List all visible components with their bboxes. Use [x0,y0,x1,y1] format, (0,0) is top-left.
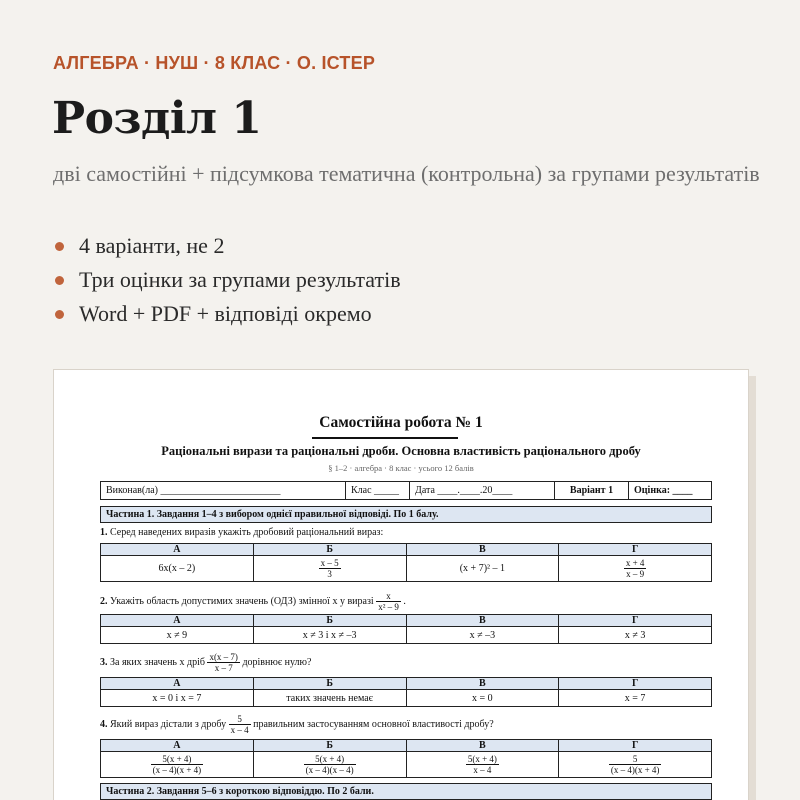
fraction-numerator: 5 [229,714,251,725]
question-number: 2. [100,595,108,607]
part2-header: Частина 2. Завдання 5–6 з короткою відповіддю. По 2 бали. [100,783,712,800]
fraction-denominator: x – 7 [214,663,233,673]
option-a [101,752,254,778]
option-a: x ≠ 9 [101,627,254,644]
option-c: x ≠ –3 [406,627,559,644]
option-letter: Г [559,615,712,627]
fraction-numerator: 5 [609,754,662,765]
question-4 [100,714,494,735]
fraction-denominator: (x – 4)(x + 4) [152,765,202,775]
question-2 [100,591,406,612]
fraction-numerator: 5(x + 4) [467,754,497,764]
fraction-denominator: (x – 4)(x + 4) [610,765,660,775]
question-expression [207,652,240,673]
option-letter: А [101,740,254,752]
question-expression [229,714,251,735]
question-text: Укажіть область допустимих значень (ОДЗ) змінної x у виразі [110,595,374,607]
option-b [253,752,406,778]
option-a: 6x(x – 2) [101,556,254,582]
option-c: (x + 7)² – 1 [406,556,559,582]
feature-item-label: Три оцінки за групами результатів [79,267,401,292]
variant-label: Варіант 1 [555,482,629,499]
option-d: x = 7 [559,690,712,707]
fraction-numerator: 5(x + 4) [304,754,356,765]
worksheet-title: Самостійна робота № 1 [319,414,483,431]
feature-list [53,231,401,333]
answer-table-q4 [100,739,712,778]
fraction-denominator: (x – 4)(x – 4) [305,765,354,775]
fraction-denominator: 3 [327,569,332,579]
answer-table-q1 [100,543,712,582]
feature-item [53,299,401,333]
performer-field: Виконав(ла) ________________________ [101,482,346,499]
option-b [253,556,406,582]
question-number: 1. [100,527,108,538]
fraction-numerator: x [376,591,401,602]
option-letter: А [101,615,254,627]
fraction-denominator: x – 4 [230,725,249,735]
option-letter: В [406,678,559,690]
fraction-denominator: x – 4 [473,765,492,775]
option-letter: Б [253,740,406,752]
option-letter: В [406,740,559,752]
feature-item [53,231,401,265]
fraction-numerator: x(x – 7) [209,652,238,662]
option-d: x ≠ 3 [559,627,712,644]
bullet-dot-icon [55,310,64,319]
question-text: За яких значень x дріб [110,656,205,668]
question-number: 3. [100,656,108,668]
question-text-end: правильним застосуванням основної властивості дробу? [253,718,494,730]
question-text: Серед наведених виразів укажіть дробовий раціональний вираз: [110,527,384,538]
part1-header: Частина 1. Завдання 1–4 з вибором однієї правильної відповіді. По 1 балу. [100,506,712,523]
title-underline [312,437,458,439]
question-expression [376,591,401,612]
option-c: x = 0 [406,690,559,707]
worksheet-subtitle: Раціональні вирази та раціональні дроби. Основна властивість раціонального дробу [161,444,641,458]
option-letter: В [406,544,559,556]
question-text-end: дорівнює нулю? [242,656,312,668]
option-letter: Б [253,544,406,556]
fraction-denominator: x² – 9 [378,602,399,612]
worksheet-meta: § 1–2 · алгебра · 8 клас · усього 12 балів [328,463,474,473]
option-letter: Г [559,544,712,556]
option-letter: В [406,615,559,627]
option-letter: Б [253,615,406,627]
option-b: x ≠ 3 і x ≠ –3 [253,627,406,644]
grade-field: Оцінка: ____ [634,485,693,496]
option-a: x = 0 і x = 7 [101,690,254,707]
option-letter: А [101,544,254,556]
question-text: Який вираз дістали з дробу [110,718,227,730]
option-letter: А [101,678,254,690]
fraction-denominator: x – 9 [626,569,645,579]
feature-item-label: 4 варіанти, не 2 [79,233,225,258]
option-d [559,556,712,582]
option-letter: Г [559,740,712,752]
answer-table-q3 [100,677,712,707]
page-title: Розділ 1 [52,93,262,144]
feature-item [53,265,401,299]
option-c [406,752,559,778]
fraction-numerator: 5(x + 4) [151,754,204,765]
fraction-numerator: x + 4 [625,558,645,568]
class-field: Клас _____ [346,482,410,499]
page-subtitle: дві самостійні + підсумкова тематична (контрольна) за групами результатів [53,161,760,186]
question-number: 4. [100,718,108,730]
option-letter: Б [253,678,406,690]
question-3 [100,652,311,673]
option-b: таких значень немає [253,690,406,707]
bullet-dot-icon [55,242,64,251]
option-d [559,752,712,778]
option-letter: Г [559,678,712,690]
fraction-numerator: x – 5 [320,558,339,568]
worksheet-preview [53,369,749,800]
question-1 [100,527,383,538]
date-field: Дата ____.____.20____ [410,482,555,499]
student-info-row [100,481,712,500]
question-text-end: . [403,595,406,607]
feature-item-label: Word + PDF + відповіді окремо [79,301,372,326]
bullet-dot-icon [55,276,64,285]
answer-table-q2 [100,614,712,644]
subject-kicker: АЛГЕБРА · НУШ · 8 КЛАС · О. ІСТЕР [53,53,376,73]
